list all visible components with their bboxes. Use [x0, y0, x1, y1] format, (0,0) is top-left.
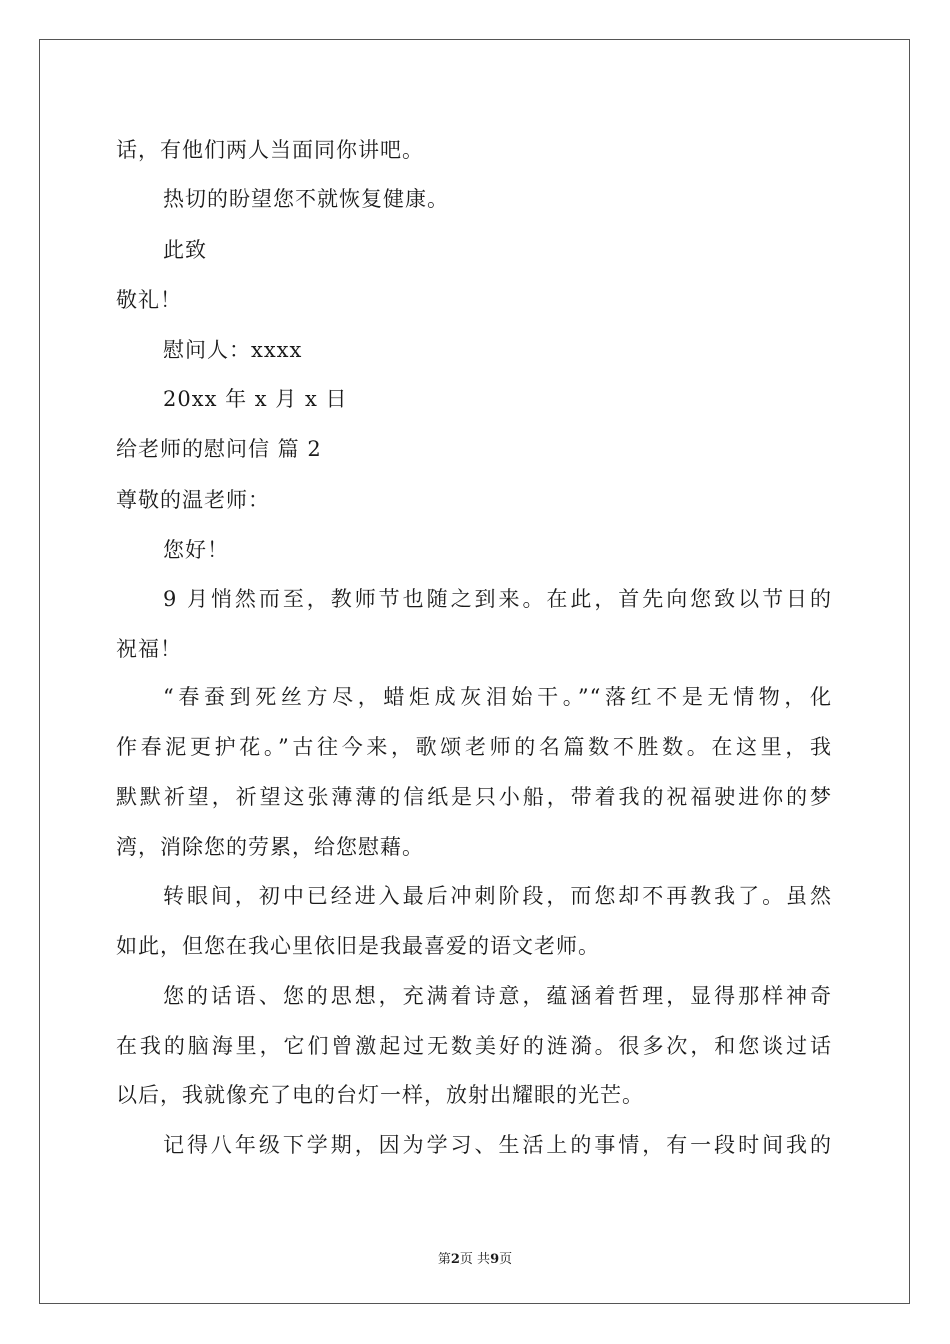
page-footer [0, 1248, 950, 1267]
text-line: 话，有他们两人当面同你讲吧。 [116, 138, 424, 162]
text-line: 在我的脑海里，它们曾激起过无数美好的涟漪。很多次，和您谈过话 [116, 1034, 832, 1058]
total-page-count: 9 [490, 1252, 500, 1267]
letter-greeting: 尊敬的温老师： [116, 488, 270, 512]
text-line: 默默祈望，祈望这张薄薄的信纸是只小船，带着我的祝福驶进你的梦 [116, 785, 832, 809]
sender-name: 慰问人：xxxx [163, 338, 303, 362]
text-line: “春蚕到死丝方尽，蜡炬成灰泪始干。”“落红不是无情物，化 [163, 685, 832, 709]
text-line: 作春泥更护花。”古往今来，歌颂老师的名篇数不胜数。在这里，我 [116, 735, 832, 759]
text-line: 湾，消除您的劳累，给您慰藉。 [116, 835, 424, 859]
letter-greeting: 您好！ [163, 538, 229, 562]
text-line: 9 月悄然而至，教师节也随之到来。在此，首先向您致以节日的 [163, 587, 832, 611]
text-line: 记得八年级下学期，因为学习、生活上的事情，有一段时间我的 [163, 1133, 832, 1157]
text-line: 转眼间，初中已经进入最后冲刺阶段，而您却不再教我了。虽然 [163, 884, 832, 908]
current-page-number: 2 [450, 1252, 460, 1267]
section-heading: 给老师的慰问信 篇 2 [116, 437, 322, 461]
text-line: 如此，但您在我心里依旧是我最喜爱的语文老师。 [116, 934, 600, 958]
footer-suffix: 页 [499, 1252, 513, 1267]
text-line: 以后，我就像充了电的台灯一样，放射出耀眼的光芒。 [116, 1083, 644, 1107]
text-line: 热切的盼望您不就恢复健康。 [163, 187, 449, 211]
page-border [39, 39, 910, 1304]
closing-salutation: 敬礼！ [116, 288, 182, 312]
closing-salutation: 此致 [163, 238, 207, 262]
footer-middle: 页 共 [459, 1252, 491, 1267]
letter-date: 20xx 年 x 月 x 日 [163, 387, 348, 411]
text-line: 您的话语、您的思想，充满着诗意，蕴涵着哲理，显得那样神奇 [163, 984, 832, 1008]
footer-prefix: 第 [437, 1252, 451, 1267]
text-line: 祝福！ [116, 637, 182, 661]
